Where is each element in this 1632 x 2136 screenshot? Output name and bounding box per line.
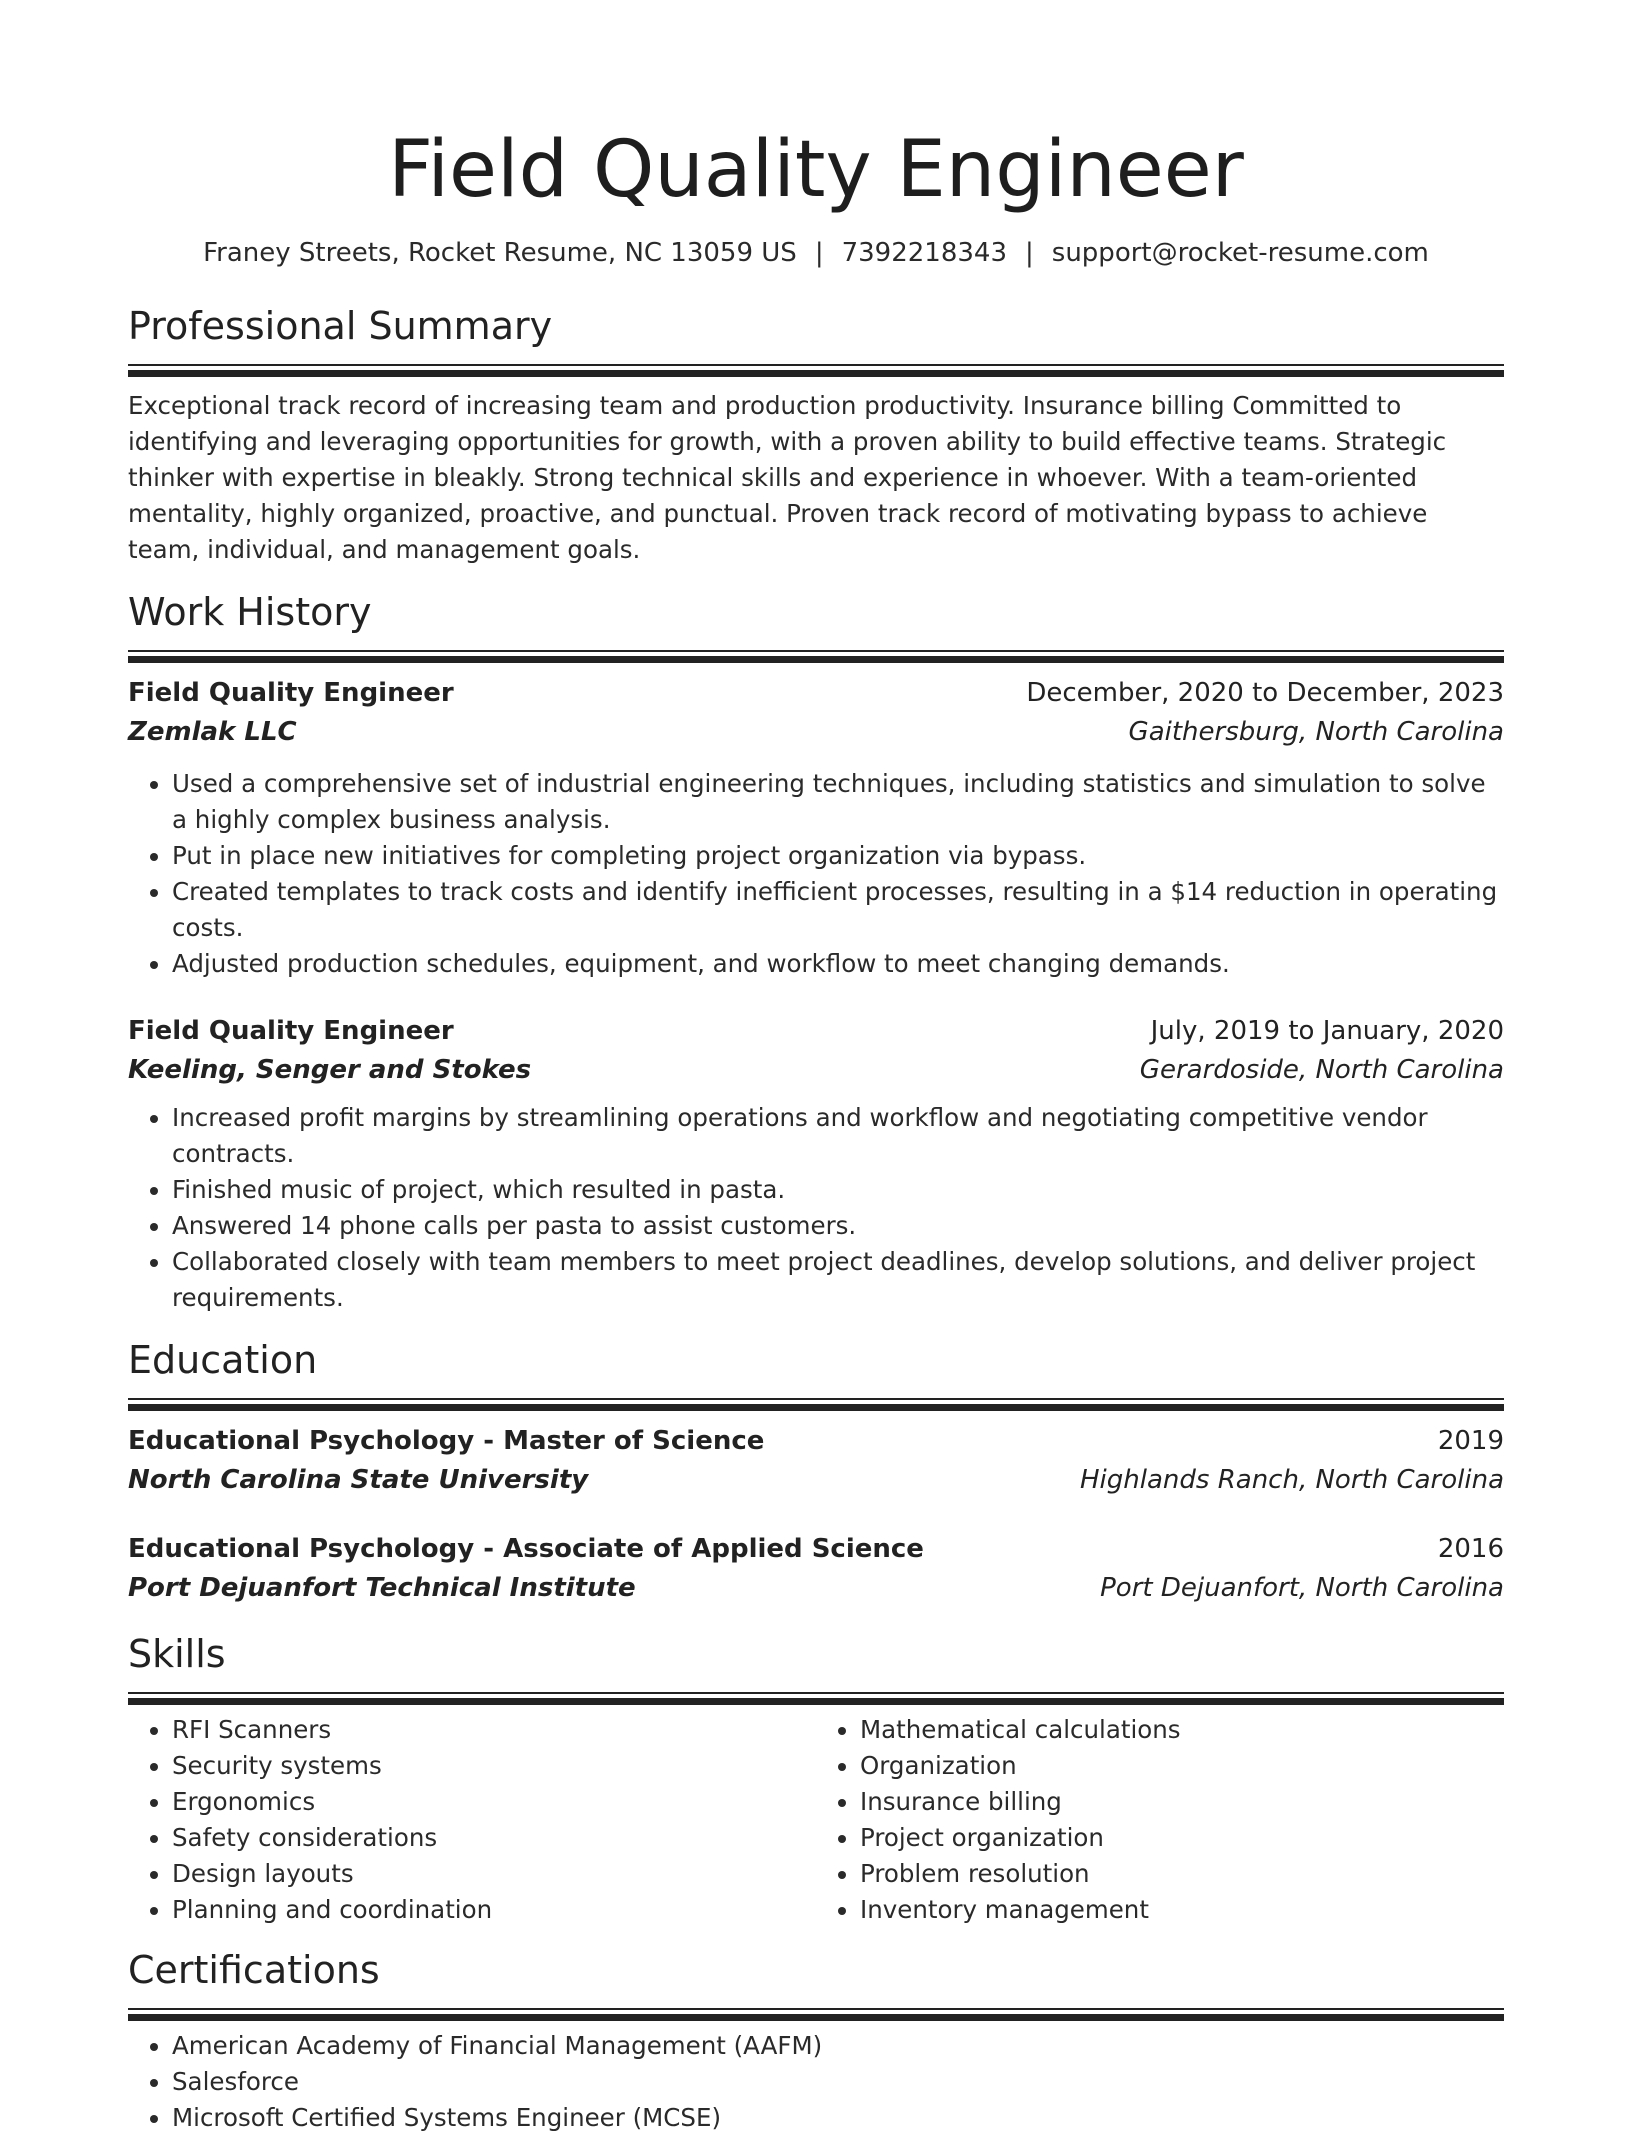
education-entry (128, 1422, 1504, 1500)
section-divider (128, 1692, 1504, 1698)
list-item: • Ergonomics (172, 1784, 816, 1820)
contact-separator: | (814, 238, 824, 268)
list-item: • Safety considerations (172, 1820, 816, 1856)
list-item: • Mathematical calculations (860, 1712, 1504, 1748)
job-company: Keeling, Senger and Stokes (128, 1055, 532, 1085)
section-divider (128, 650, 1504, 656)
job-dates: December, 2020 to December, 2023 (1026, 678, 1504, 708)
education-degree: Educational Psychology - Associate of Applied Science (128, 1534, 924, 1564)
education-section (128, 1332, 1504, 1608)
contact-line (128, 234, 1504, 272)
summary-text: Exceptional track record of increasing team and production productivity. Insurance billing Committed to identifying and leveraging opportunities for growth, with a proven ability to build effective teams. Strategic thinker with expertise in bleakly. Strong technical skills and experience in whoever. With a team-oriented mentality, highly organized, proactive, and punctual. Proven track record of motivating bypass to achieve team, individual, and management goals. (128, 391, 1447, 564)
work-section (128, 584, 1504, 1316)
contact-phone: 7392218343 (841, 238, 1008, 268)
section-title-education: Education (128, 1338, 318, 1382)
contact-address: Franey Streets, Rocket Resume, NC 13059 US (203, 238, 797, 268)
skills-columns (128, 1712, 1504, 1928)
job-entry (128, 674, 1504, 982)
section-divider (128, 1398, 1504, 1404)
job-title: Field Quality Engineer (128, 1016, 454, 1046)
education-location: Highlands Ranch, North Carolina (1079, 1465, 1504, 1495)
skills-list-right (816, 1712, 1504, 1928)
section-title-skills: Skills (128, 1632, 226, 1676)
list-item: • Planning and coordination (172, 1892, 816, 1928)
skills-list-left (128, 1712, 816, 1928)
list-item: • Design layouts (172, 1856, 816, 1892)
job-bullets (128, 1100, 1504, 1316)
list-item: • Salesforce (172, 2064, 1504, 2100)
list-item: • Put in place new initiatives for completing project organization via bypass. (172, 838, 1504, 874)
section-title-summary: Professional Summary (128, 304, 553, 348)
contact-email: support@rocket-resume.com (1051, 238, 1429, 268)
education-school: Port Dejuanfort Technical Institute (128, 1573, 636, 1603)
list-item: • Finished music of project, which resulted in pasta. (172, 1172, 1504, 1208)
education-school: North Carolina State University (128, 1465, 589, 1495)
contact-separator: | (1025, 238, 1034, 268)
job-dates: July, 2019 to January, 2020 (1150, 1016, 1504, 1046)
list-item: • RFI Scanners (172, 1712, 816, 1748)
job-company: Zemlak LLC (128, 717, 297, 747)
job-location: Gaithersburg, North Carolina (1128, 717, 1504, 747)
list-item: • Collaborated closely with team members to meet project deadlines, develop solutions, and deliver project requirements. (172, 1244, 1504, 1316)
list-item: • Answered 14 phone calls per pasta to assist customers. (172, 1208, 1504, 1244)
education-entry (128, 1530, 1504, 1608)
education-year: 2016 (1437, 1534, 1504, 1564)
list-item: • Used a comprehensive set of industrial engineering techniques, including statistics and simulation to solve a highly complex business analysis. (172, 766, 1504, 838)
education-degree: Educational Psychology - Master of Science (128, 1426, 765, 1456)
job-title: Field Quality Engineer (128, 678, 454, 708)
education-location: Port Dejuanfort, North Carolina (1100, 1573, 1504, 1603)
job-entry (128, 1012, 1504, 1316)
certifications-list (128, 2028, 1504, 2136)
summary-section (128, 298, 1504, 568)
list-item: • Inventory management (860, 1892, 1504, 1928)
list-item: • Problem resolution (860, 1856, 1504, 1892)
list-item: • Increased profit margins by streamlining operations and workflow and negotiating competitive vendor contracts. (172, 1100, 1504, 1172)
section-divider (128, 2008, 1504, 2014)
job-location: Gerardoside, North Carolina (1139, 1055, 1504, 1085)
resume-name: Field Quality Engineer (388, 125, 1244, 215)
list-item: • Security systems (172, 1748, 816, 1784)
section-divider (128, 364, 1504, 370)
list-item: • Project organization (860, 1820, 1504, 1856)
list-item: • Created templates to track costs and identify inefficient processes, resulting in a $14 reduction in operating costs. (172, 874, 1504, 946)
job-bullets (128, 766, 1504, 982)
certifications-section (128, 1942, 1504, 2136)
list-item: • Microsoft Certified Systems Engineer (MCSE) (172, 2100, 1504, 2136)
section-title-certifications: Certifications (128, 1948, 380, 1992)
list-item: • Insurance billing (860, 1784, 1504, 1820)
skills-section (128, 1626, 1504, 1928)
list-item: • American Academy of Financial Management (AAFM) (172, 2028, 1504, 2064)
education-year: 2019 (1437, 1426, 1504, 1456)
section-title-work: Work History (128, 590, 372, 634)
list-item: • Adjusted production schedules, equipment, and workflow to meet changing demands. (172, 946, 1504, 982)
list-item: • Organization (860, 1748, 1504, 1784)
